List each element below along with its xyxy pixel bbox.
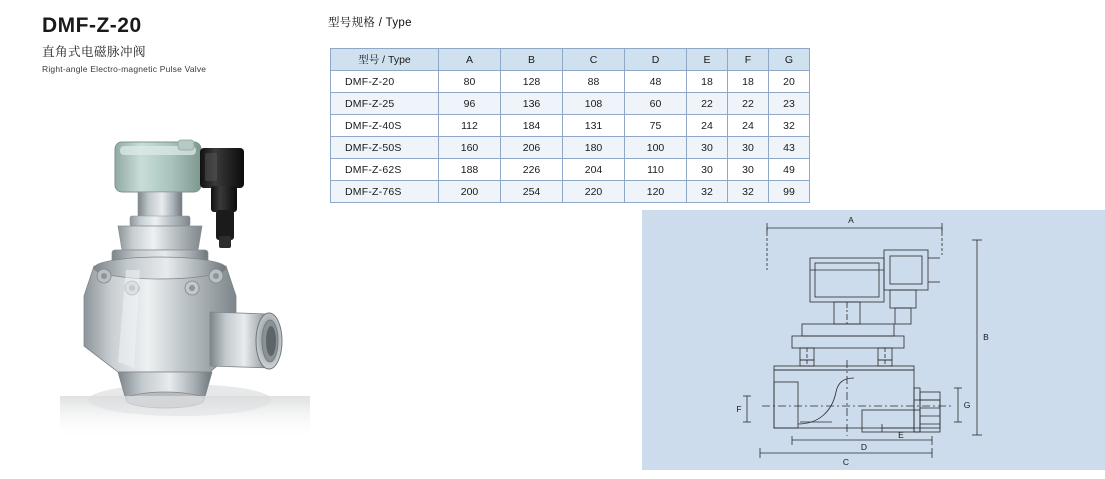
cell-e: 22 [687,93,728,115]
cell-d: 120 [625,181,687,203]
table-row [331,159,810,181]
coil-connector [200,148,244,248]
technical-drawing-panel [642,210,1105,470]
label-c: C [842,457,850,467]
cell-a: 80 [439,71,501,93]
table-row [331,93,810,115]
cell-f: 18 [728,71,769,93]
cell-f: 30 [728,137,769,159]
cell-d: 60 [625,93,687,115]
technical-drawing [642,210,1105,470]
cell-a: 188 [439,159,501,181]
cell-b: 254 [501,181,563,203]
label-a: A [848,215,854,225]
cell-type: DMF-Z-20 [331,71,439,93]
cell-a: 160 [439,137,501,159]
cell-d: 100 [625,137,687,159]
column-header-f: F [728,49,769,71]
column-header-c: C [563,49,625,71]
cell-a: 112 [439,115,501,137]
product-name-english: Right-angle Electro-magnetic Pulse Valve [42,64,207,75]
cell-c: 131 [563,115,625,137]
drawing-lower-body [762,360,952,436]
label-f: F [736,404,742,414]
cell-a: 200 [439,181,501,203]
column-header-b: B [501,49,563,71]
cell-c: 88 [563,71,625,93]
table-row [331,71,810,93]
title-block [42,14,302,74]
spec-table [330,48,810,203]
cell-d: 48 [625,71,687,93]
cell-b: 128 [501,71,563,93]
cell-e: 24 [687,115,728,137]
cell-e: 18 [687,71,728,93]
cell-g: 43 [769,137,810,159]
cell-d: 75 [625,115,687,137]
spec-panel [320,0,989,479]
cell-b: 136 [501,93,563,115]
cell-b: 206 [501,137,563,159]
column-header-d: D [625,49,687,71]
cell-type: DMF-Z-50S [331,137,439,159]
table-heading: 型号规格 / Type [328,17,412,29]
outlet-port [210,312,282,369]
column-header-a: A [439,49,501,71]
product-name-chinese: 直角式电磁脉冲阀 [42,45,147,60]
cell-a: 96 [439,93,501,115]
cell-f: 32 [728,181,769,203]
label-g: G [963,400,971,410]
label-d: D [860,442,868,452]
cell-e: 32 [687,181,728,203]
cell-type: DMF-Z-76S [331,181,439,203]
cell-c: 220 [563,181,625,203]
table-header-row [331,49,810,71]
label-b: B [983,332,989,342]
cell-g: 23 [769,93,810,115]
spec-table-container [330,48,795,203]
table-row [331,115,810,137]
valve-photo-illustration [60,100,310,440]
cell-type: DMF-Z-62S [331,159,439,181]
cell-g: 49 [769,159,810,181]
drawing-upper-assembly [792,250,940,366]
label-e: E [898,430,904,440]
cell-b: 226 [501,159,563,181]
cell-c: 204 [563,159,625,181]
column-header-g: G [769,49,810,71]
cell-g: 99 [769,181,810,203]
cell-type: DMF-Z-40S [331,115,439,137]
product-info-panel [0,0,318,479]
cell-type: DMF-Z-25 [331,93,439,115]
column-header-e: E [687,49,728,71]
coil-base-ring [130,216,190,226]
cell-f: 30 [728,159,769,181]
product-photo [60,100,310,440]
table-row [331,181,810,203]
cell-b: 184 [501,115,563,137]
cell-c: 108 [563,93,625,115]
cell-c: 180 [563,137,625,159]
cell-d: 110 [625,159,687,181]
cell-g: 32 [769,115,810,137]
page-title: DMF-Z-20 [42,14,142,37]
column-header-type: 型号 / Type [331,49,439,71]
dimension-labels [736,215,989,467]
cell-f: 24 [728,115,769,137]
cell-f: 22 [728,93,769,115]
table-row [331,137,810,159]
cell-g: 20 [769,71,810,93]
cell-e: 30 [687,137,728,159]
armature-tube [138,192,182,218]
cell-e: 30 [687,159,728,181]
